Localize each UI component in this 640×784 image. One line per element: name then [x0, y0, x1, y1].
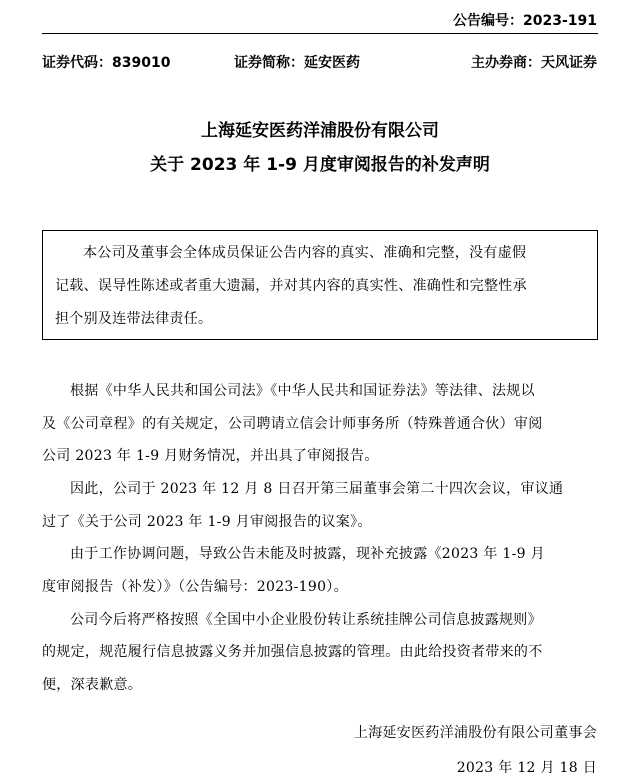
responsibility-statement-box — [42, 230, 598, 340]
statement-line: 本公司及董事会全体成员保证公告内容的真实、准确和完整，没有虚假 — [83, 245, 527, 261]
security-code: 证券代码：839010 — [42, 55, 171, 71]
lead-broker: 主办券商：天风证券 — [471, 55, 597, 71]
body-line: 公司 2023 年 1-9 月财务情况，并出具了审阅报告。 — [42, 448, 379, 464]
body-line: 过了《关于公司 2023 年 1-9 月审阅报告的议案》。 — [42, 514, 372, 530]
announcement-number: 公告编号：2023-191 — [453, 13, 597, 29]
body-line: 由于工作协调问题，导致公告未能及时披露，现补充披露《2023 年 1-9 月 — [70, 546, 545, 562]
security-short-name: 证券简称：延安医药 — [234, 55, 360, 71]
document-title-company: 上海延安医药洋浦股份有限公司 — [201, 121, 439, 141]
document-title-subject: 关于 2023 年 1-9 月度审阅报告的补发声明 — [150, 155, 490, 175]
body-line: 度审阅报告（补发）》（公告编号：2023-190）。 — [42, 579, 348, 595]
statement-line: 担个别及连带法律责任。 — [55, 311, 213, 327]
header-rule — [42, 33, 598, 34]
body-line: 便，深表歉意。 — [42, 677, 143, 693]
body-line: 的规定，规范履行信息披露义务并加强信息披露的管理。由此给投资者带来的不 — [42, 644, 543, 660]
body-line: 因此，公司于 2023 年 12 月 8 日召开第三届董事会第二十四次会议，审议通 — [70, 481, 564, 497]
statement-line: 记载、误导性陈述或者重大遗漏，并对其内容的真实性、准确性和完整性承 — [55, 278, 527, 294]
body-line: 公司今后将严格按照《全国中小企业股份转让系统挂牌公司信息披露规则》 — [70, 612, 542, 628]
body-line: 根据《中华人民共和国公司法》《中华人民共和国证券法》等法律、法规以 — [70, 383, 535, 399]
body-line: 及《公司章程》的有关规定，公司聘请立信会计师事务所（特殊普通合伙）审阅 — [42, 416, 543, 432]
signature-company: 上海延安医药洋浦股份有限公司董事会 — [353, 725, 597, 741]
signature-date: 2023 年 12 月 18 日 — [456, 760, 597, 776]
